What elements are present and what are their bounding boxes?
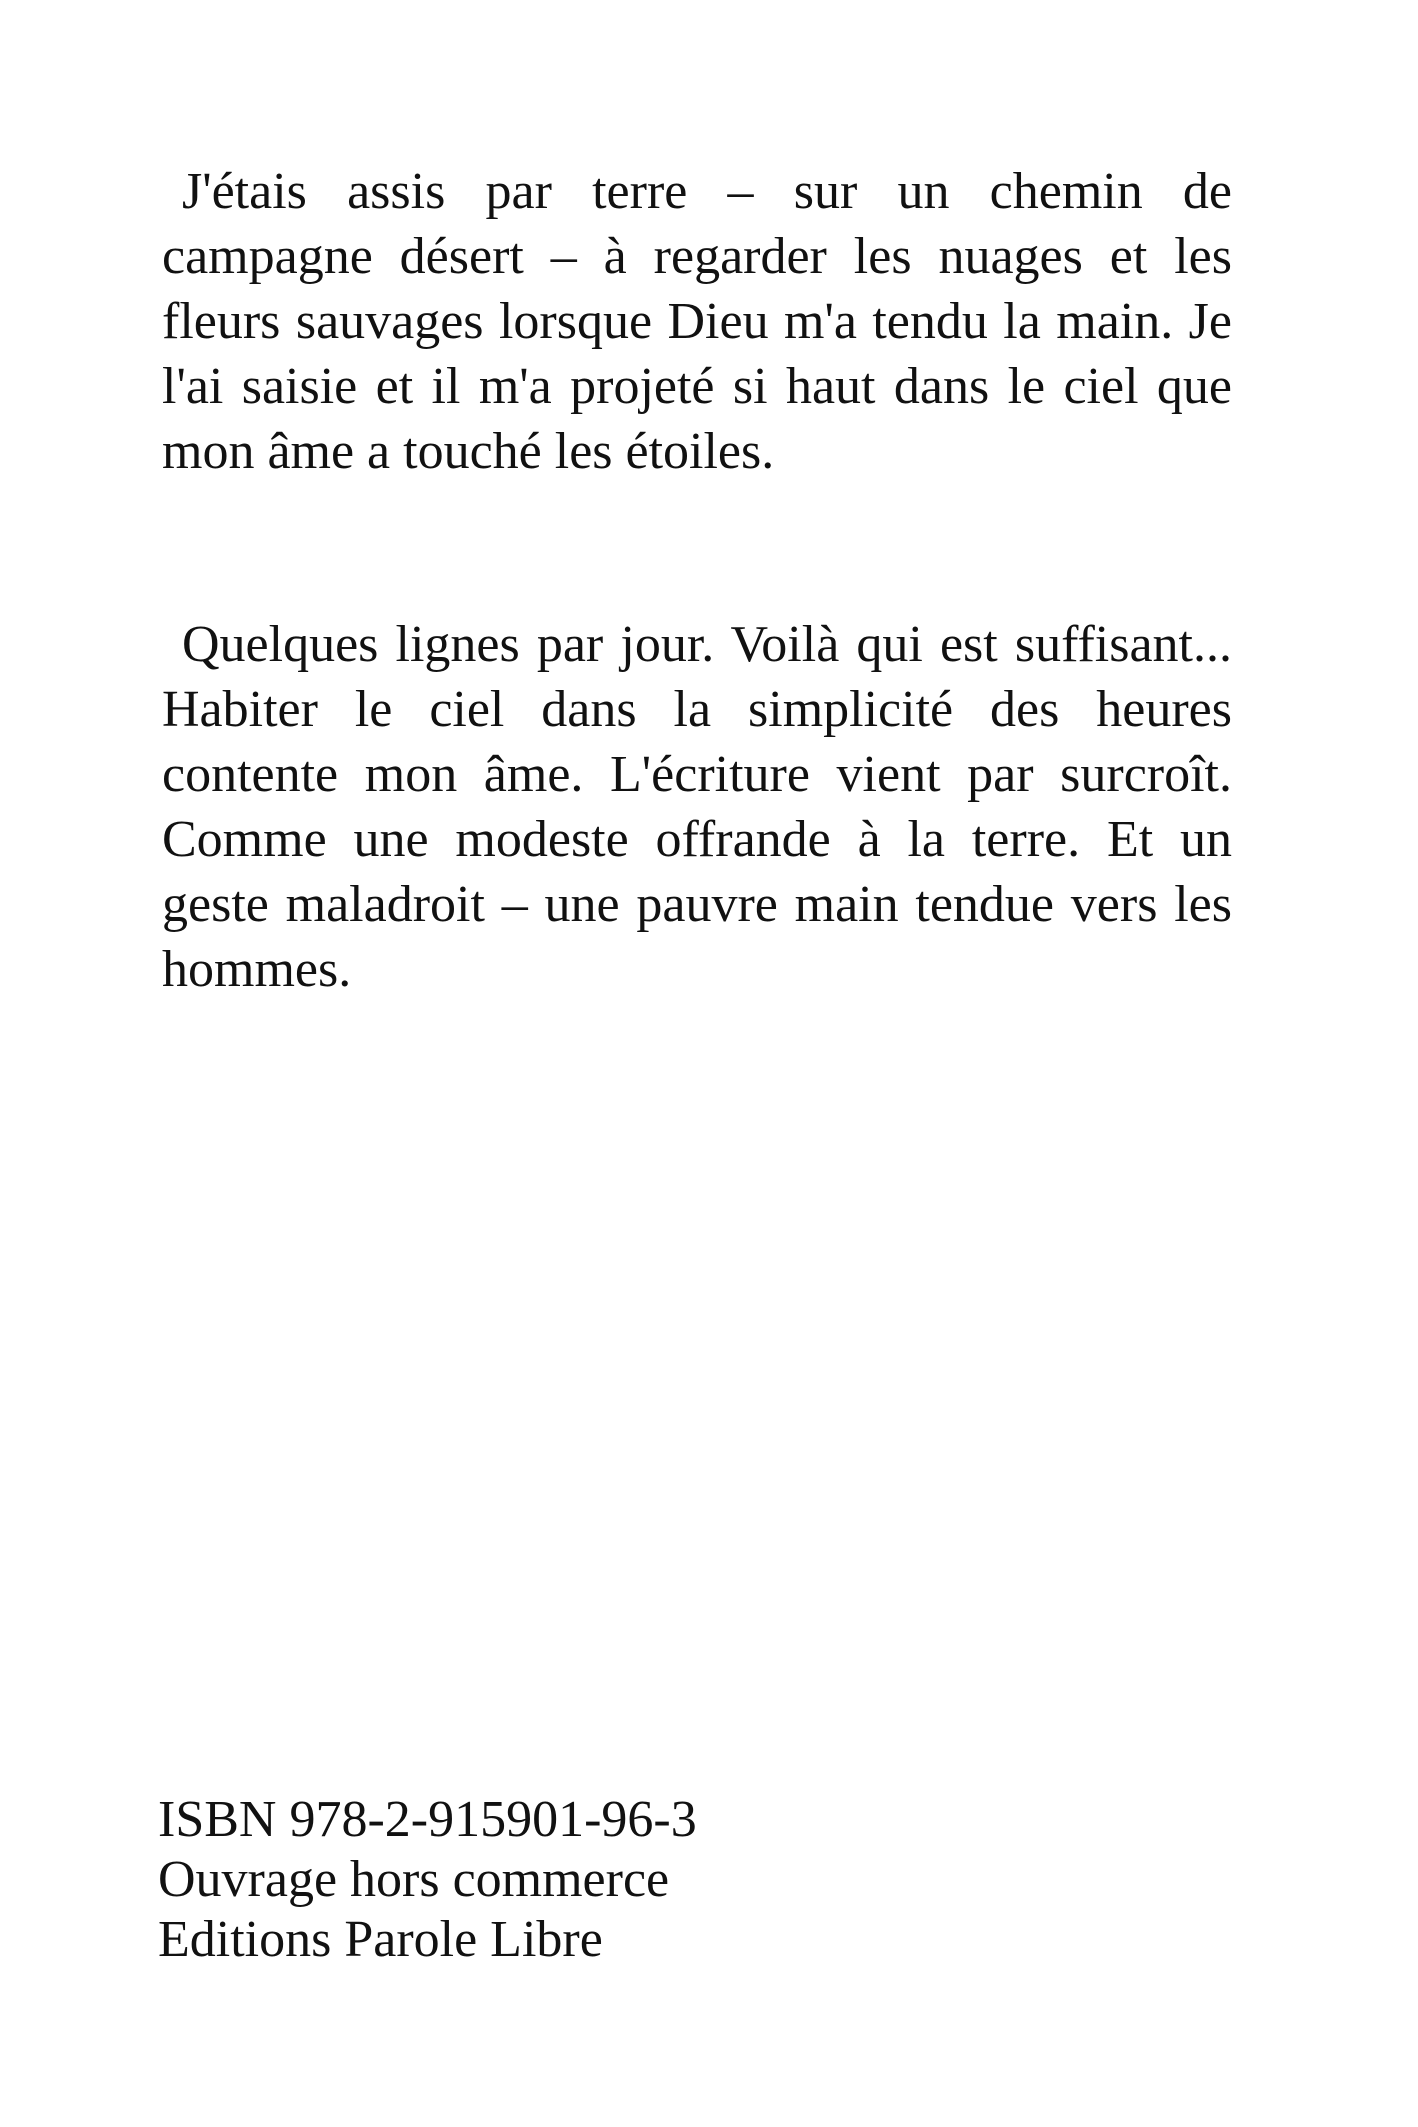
text-paragraph-2: Quelques lignes par jour. Voilà qui est suffisant... Habiter le ciel dans la simplicité des heures contente mon âme. L'écriture vient par surcroît. Comme une modeste offrande à la terre. Et un geste maladroit – une pauvre main tendue vers les hommes. [162,616,1232,998]
text-paragraph-1: J'étais assis par terre – sur un chemin de campagne désert – à regarder les nuages et les fleurs sauvages lorsque Dieu m'a tendu la main. Je l'ai saisie et il m'a projeté si haut dans le ciel que mon âme a touché les étoiles. [162,163,1232,480]
isbn-line: ISBN 978-2-915901-96-3 [158,1791,697,1848]
publisher-name: Editions Parole Libre [158,1911,603,1968]
colophon [158,1790,697,1970]
distribution-note: Ouvrage hors commerce [158,1851,670,1908]
